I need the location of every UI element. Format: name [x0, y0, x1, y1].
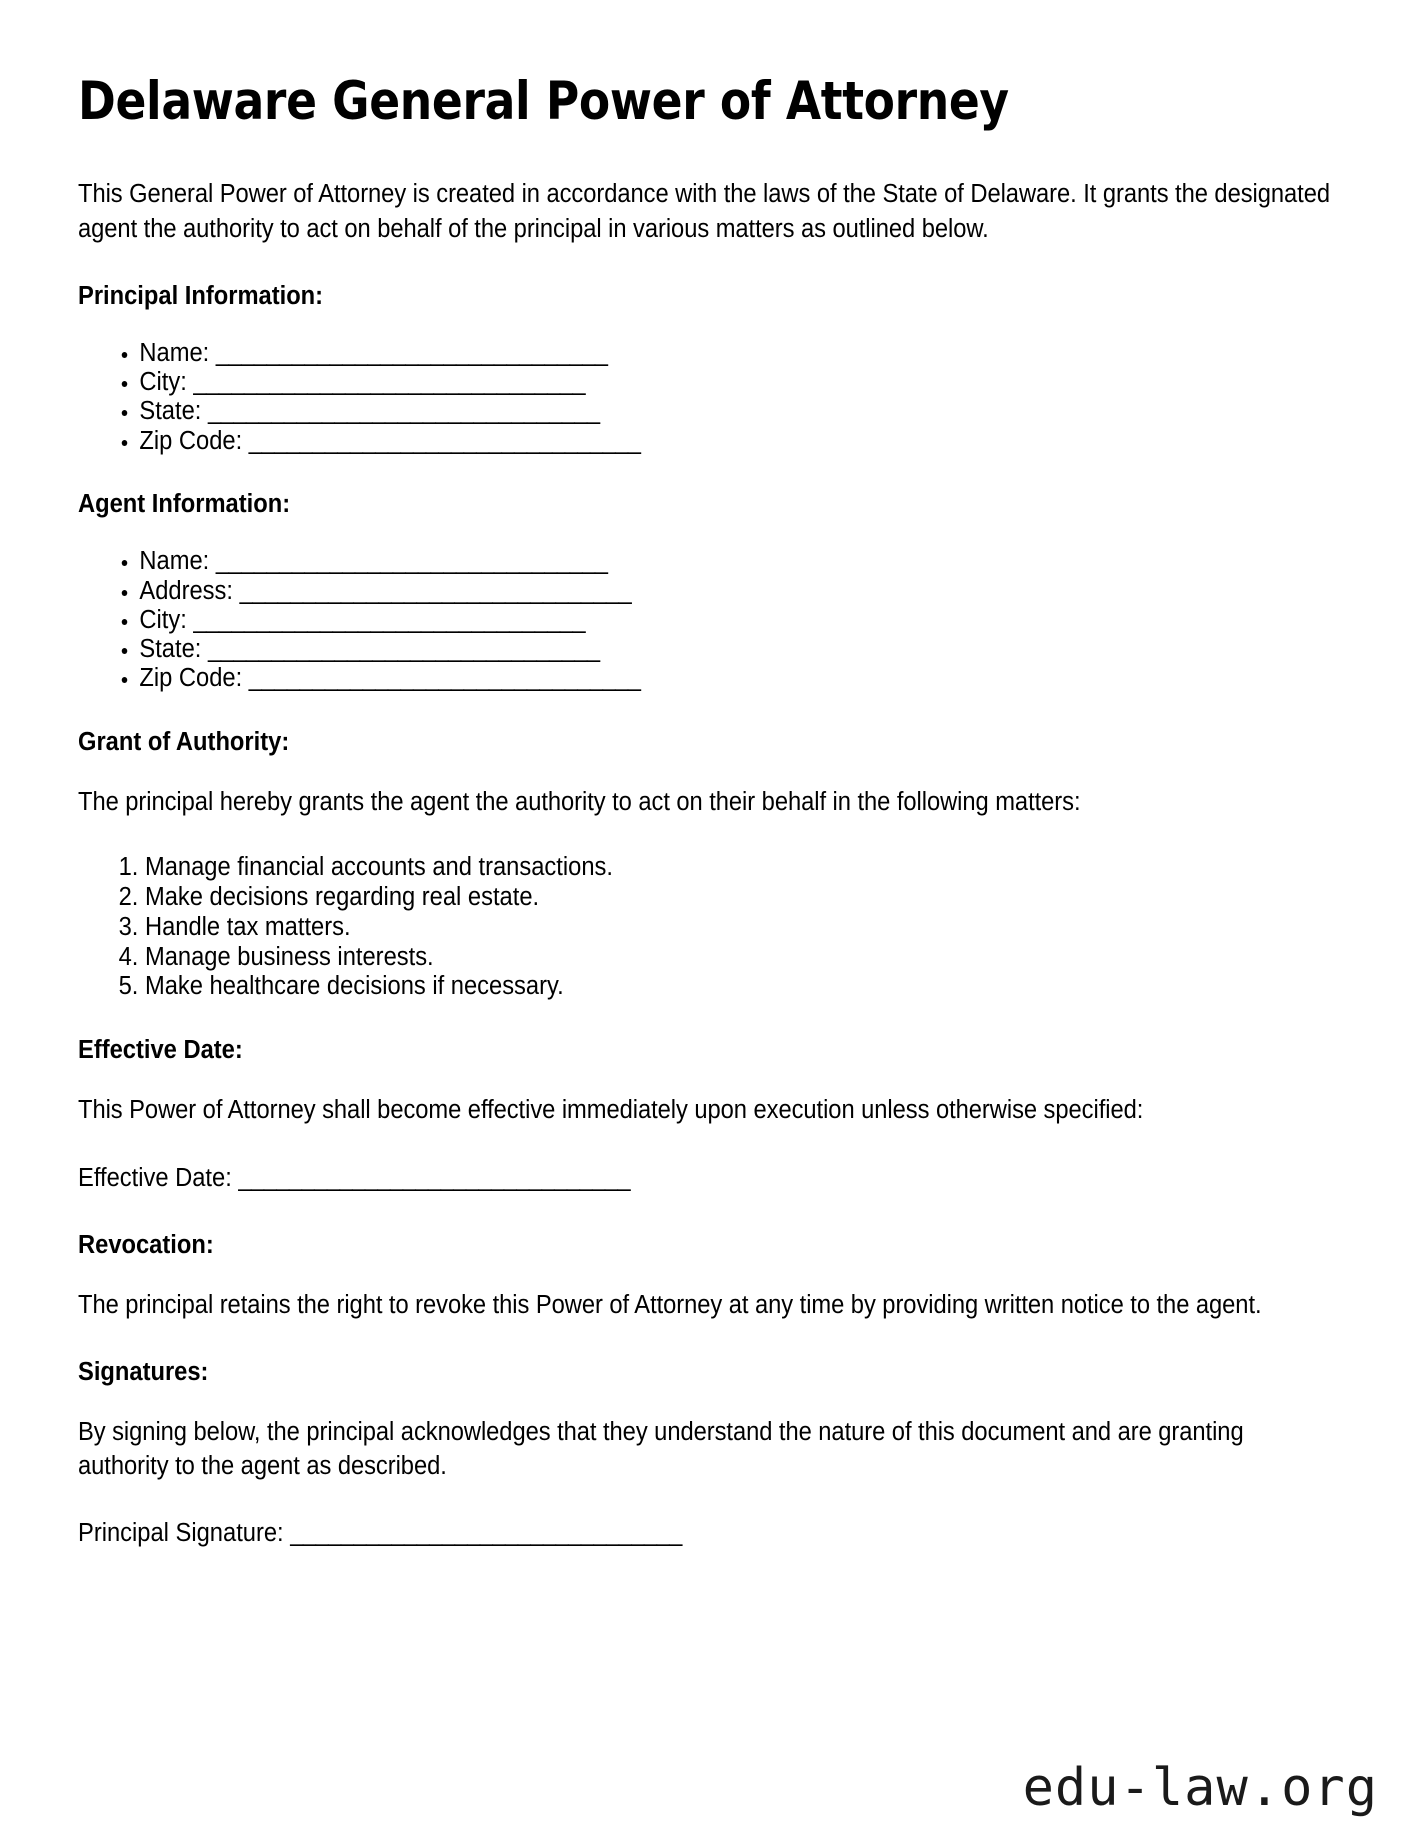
field-blank[interactable]: _______________________________	[248, 426, 641, 455]
list-item: 1. Manage financial accounts and transactions.	[145, 853, 1338, 883]
list-item	[139, 368, 1337, 397]
list-item	[139, 664, 1337, 693]
field-label: Principal Signature:	[78, 1519, 284, 1548]
list-item: 3. Handle tax matters.	[145, 913, 1338, 943]
field-blank[interactable]: _______________________________	[239, 576, 632, 605]
list-item	[139, 547, 1337, 576]
effective-date-blank[interactable]: _______________________________	[238, 1163, 630, 1192]
field-blank[interactable]: _______________________________	[207, 635, 600, 664]
grant-of-authority-heading: Grant of Authority:	[78, 727, 290, 756]
field-blank[interactable]: _______________________________	[215, 338, 608, 367]
list-item	[139, 427, 1337, 456]
list-item	[139, 635, 1337, 664]
list-item	[139, 577, 1337, 606]
signatures-heading: Signatures:	[78, 1357, 209, 1386]
field-blank[interactable]: _______________________________	[207, 397, 600, 426]
field-label: Effective Date:	[78, 1163, 232, 1192]
field-label: State:	[139, 635, 202, 664]
effective-date-field-row	[78, 1162, 1338, 1195]
agent-information-list	[78, 547, 1338, 694]
revocation-body: The principal retains the right to revoke this Power of Attorney at any time by providing written notice to the agent.	[78, 1290, 1262, 1319]
list-item	[139, 606, 1337, 635]
list-item	[139, 339, 1337, 368]
agent-information-heading: Agent Information:	[78, 490, 291, 519]
principal-signature-blank[interactable]: _______________________________	[290, 1519, 682, 1548]
list-item: 4. Manage business interests.	[145, 943, 1338, 973]
signatures-body: By signing below, the principal acknowledges that they understand the nature of this document and are granting authority to the agent as described.	[78, 1418, 1244, 1481]
site-watermark: edu-law.org	[1022, 1758, 1378, 1818]
field-label: City:	[139, 605, 187, 634]
field-blank[interactable]: _______________________________	[193, 368, 585, 397]
field-blank[interactable]: _______________________________	[193, 605, 585, 634]
field-blank[interactable]: _______________________________	[248, 664, 641, 693]
list-item: 2. Make decisions regarding real estate.	[145, 883, 1338, 913]
field-label: Zip Code:	[139, 426, 243, 455]
principal-signature-field-row	[78, 1517, 1338, 1550]
principal-information-heading: Principal Information:	[78, 281, 324, 310]
field-label: Name:	[139, 547, 210, 576]
field-blank[interactable]: _______________________________	[215, 547, 608, 576]
grant-of-authority-list	[78, 853, 1338, 1002]
list-item: 5. Make healthcare decisions if necessary.	[145, 972, 1338, 1002]
effective-date-body: This Power of Attorney shall become effective immediately upon execution unless otherwise specified:	[78, 1096, 1144, 1125]
list-item	[139, 397, 1337, 426]
revocation-heading: Revocation:	[78, 1230, 214, 1259]
intro-paragraph: This General Power of Attorney is created in accordance with the laws of the State of Delaware. It grants the designated agent the authority to act on behalf of the principal in various matters as outlined below.	[78, 180, 1331, 243]
field-label: Zip Code:	[139, 664, 243, 693]
grant-of-authority-intro: The principal hereby grants the agent the authority to act on their behalf in the following matters:	[78, 787, 1081, 816]
effective-date-heading: Effective Date:	[78, 1036, 243, 1065]
field-label: Name:	[139, 338, 210, 367]
principal-information-list	[78, 339, 1338, 456]
field-label: State:	[139, 397, 202, 426]
field-label: City:	[139, 368, 187, 397]
page-title: Delaware General Power of Attorney	[78, 71, 1009, 132]
field-label: Address:	[139, 576, 233, 605]
